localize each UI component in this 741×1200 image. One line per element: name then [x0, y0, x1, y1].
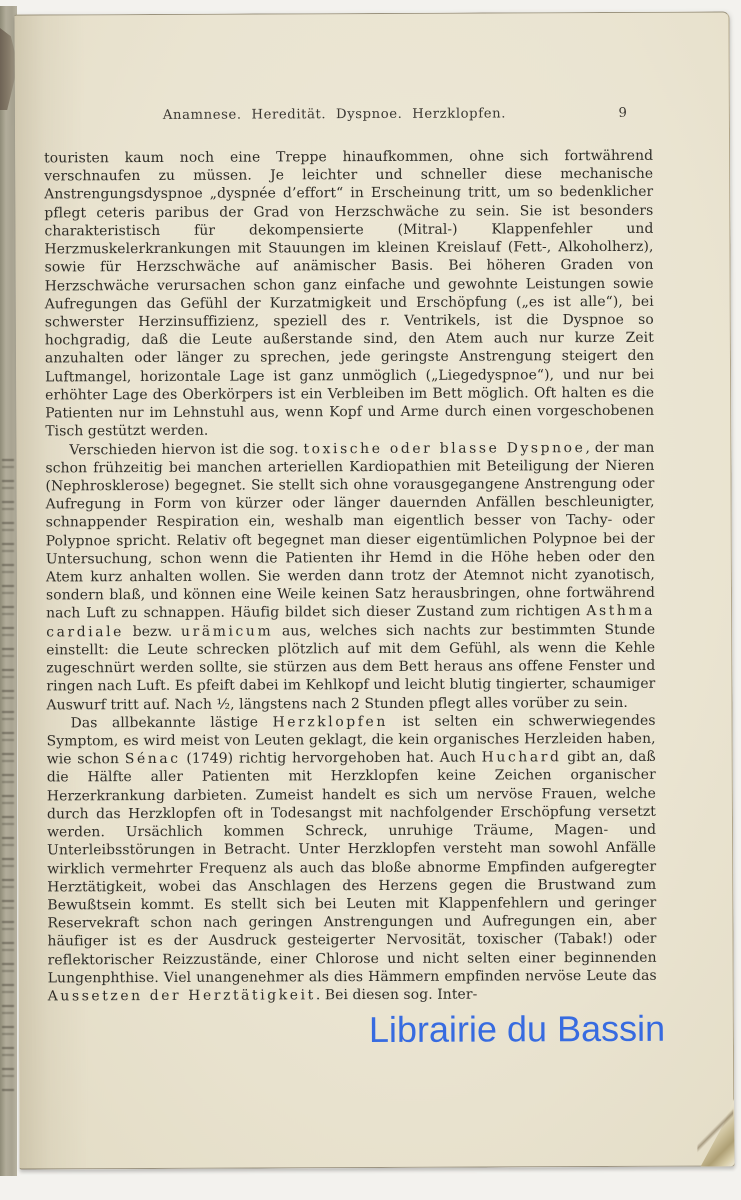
- paragraph-2-text: aus, welches sich nachts zur bestimmten Stunde einstellt: die Leute schrecken plötzlich auf mit dem Gefühl, als wenn die Kehle zugeschnürt werden sollte, sie stürzen aus dem Bett heraus ans offene Fenster und ringen nach Luft. Es pfeift dabei im Kehlkopf und leicht blutig tingierter, schaumiger Auswurf tritt auf. Nach ½, längstens nach 2 Stunden pflegt alles vorüber zu sein.: [46, 621, 656, 713]
- paragraph-3-text: . Bei diesen sog. Inter-: [315, 986, 478, 1004]
- book-page: [14, 11, 734, 1169]
- running-header: [44, 106, 653, 124]
- paragraph-2-text: , der man schon frühzeitig bei manchen arteriellen Kardiopathien mit Beteiligung der Nieren (Nephrosklerose) begegnet. Sie stellt sich ohne vorausgegangene Anstrengung oder Aufregung in Form von kürzer oder länger dauernden Anfällen beschleunigter, schnappender Respiration ein, weshalb man eigentlich besser von Tachy- oder Polypnoe spricht. Relativ oft begegnet man dieser eigentümlichen Polypnoe bei der Untersuchung, schon wenn die Patienten ihr Hemd in die Höhe heben oder den Atem kurz anhalten wollen. Sie werden dann trotz der Atemnot nicht zyanotisch, sondern blaß, und können eine Weile keinen Satz herausbringen, ohne fortwährend nach Luft zu schnappen. Häufig bildet sich dieser Zustand zum richtigen: [45, 439, 656, 622]
- paragraph-2-text: bezw.: [123, 623, 182, 640]
- paragraph-3-text: gibt an, daß die Hälfte aller Patienten mit Herzklopfen keine Zeichen organischer Herzerkrankung darbieten. Zumeist handelt es sich um nervöse Frauen, welche durch das Herzklopfen oft in Todesangst mit nachfolgender Erschöpfung versetzt werden. Ursächlich kommen Schreck, unruhige Träume, Magen- und Unterleibsstörungen in Betracht. Unter Herzklopfen versteht man sowohl Anfälle wirklich vermehrter Frequenz als auch das bloße abnorme Empfinden aufgeregter Herztätigkeit, wobei das Anschlagen des Herzens gegen die Brustwand zum Bewußtsein kommt. Es stellt sich bei Leuten mit Klappenfehlern und geringer Reservekraft schon nach geringen Anstrengungen und Aufregungen ein, aber häufiger ist es der Ausdruck gesteigerter Nervosität, toxischer (Tabak!) oder reflektorischer Reizzustände, einer Chlorose und nicht selten einer beginnenden Lungenphthise. Viel unangenehmer als dies Hämmern empfinden nervöse Leute das: [46, 748, 657, 987]
- emphasized-term: toxische oder blasse Dyspnoe: [303, 439, 586, 457]
- folded-page-corner: [700, 1098, 734, 1166]
- emphasized-term: Asthma cardiale: [46, 603, 656, 641]
- paragraph-1: [44, 147, 654, 441]
- paragraph-3-text: ist selten ein schwerwiegendes Symptom, es wird meist von Leuten geklagt, die kein organisches Herzleiden haben, wie schon: [46, 712, 656, 768]
- author-name: Sénac: [124, 751, 181, 768]
- paragraph-1-text: touristen kaum noch eine Treppe hinaufkommen, ohne sich fortwährend verschnaufen zu müssen. Je leichter und schneller diese mechanische Anstrengungsdyspnoe „dyspnée d’effort“ in Erscheinung tritt, um so bedenklicher pflegt ceteris paribus der Grad von Herzschwäche zu sein. Sie ist besonders charakteristisch für dekompensierte (Mitral-) Klappenfehler und Herzmuskelerkrankungen mit Stauungen im kleinen Kreislauf (Fett-, Alkoholherz), sowie für Herzschwäche auf anämischer Basis. Bei höheren Graden von Herzschwäche verursachen schon ganz einfache und gewohnte Leistungen sowie Aufregungen das Gefühl der Kurzatmigkeit und Erschöpfung („es ist alle“), bei schwerster Herzinsuffizienz, speziell des r. Ventrikels, ist die Dyspnoe so hochgradig, daß die Leute außerstande sind, den Atem auch nur kurze Zeit anzuhalten oder länger zu sprechen, jede geringste Anstrengung steigert den Luftmangel, horizontale Lage ist ganz unmöglich („Liegedyspnoe“), und nur bei erhöhter Lage des Oberkörpers ist ein Verbleiben im Bett möglich. Oft halten es die Patienten nur im Lehnstuhl aus, wenn Kopf und Arme durch einen vorgeschobenen Tisch gestützt werden.: [44, 147, 655, 440]
- emphasized-term: Herzklopfen: [272, 713, 388, 731]
- paragraph-3: [47, 712, 657, 1006]
- paragraph-3-text: Das allbekannte lästige: [70, 714, 273, 732]
- paragraph-2-text: Verschieden hiervon ist die sog.: [69, 440, 304, 458]
- emphasized-term: Aussetzen der Herztätigkeit: [47, 987, 316, 1005]
- running-header-title: Anamnese. Heredität. Dyspnoe. Herzklopfen.: [162, 106, 507, 123]
- adjacent-page-text-bleed: [2, 454, 14, 1094]
- paragraph-2: [45, 438, 655, 714]
- author-name: Huchard: [481, 749, 562, 766]
- body-text-column: [44, 147, 657, 1006]
- bookseller-watermark: Librairie du Bassin: [368, 1007, 666, 1051]
- emphasized-term: urämicum: [181, 623, 274, 640]
- paragraph-3-text: (1749) richtig hervorgehoben hat. Auch: [180, 749, 482, 768]
- page-number: 9: [618, 105, 627, 121]
